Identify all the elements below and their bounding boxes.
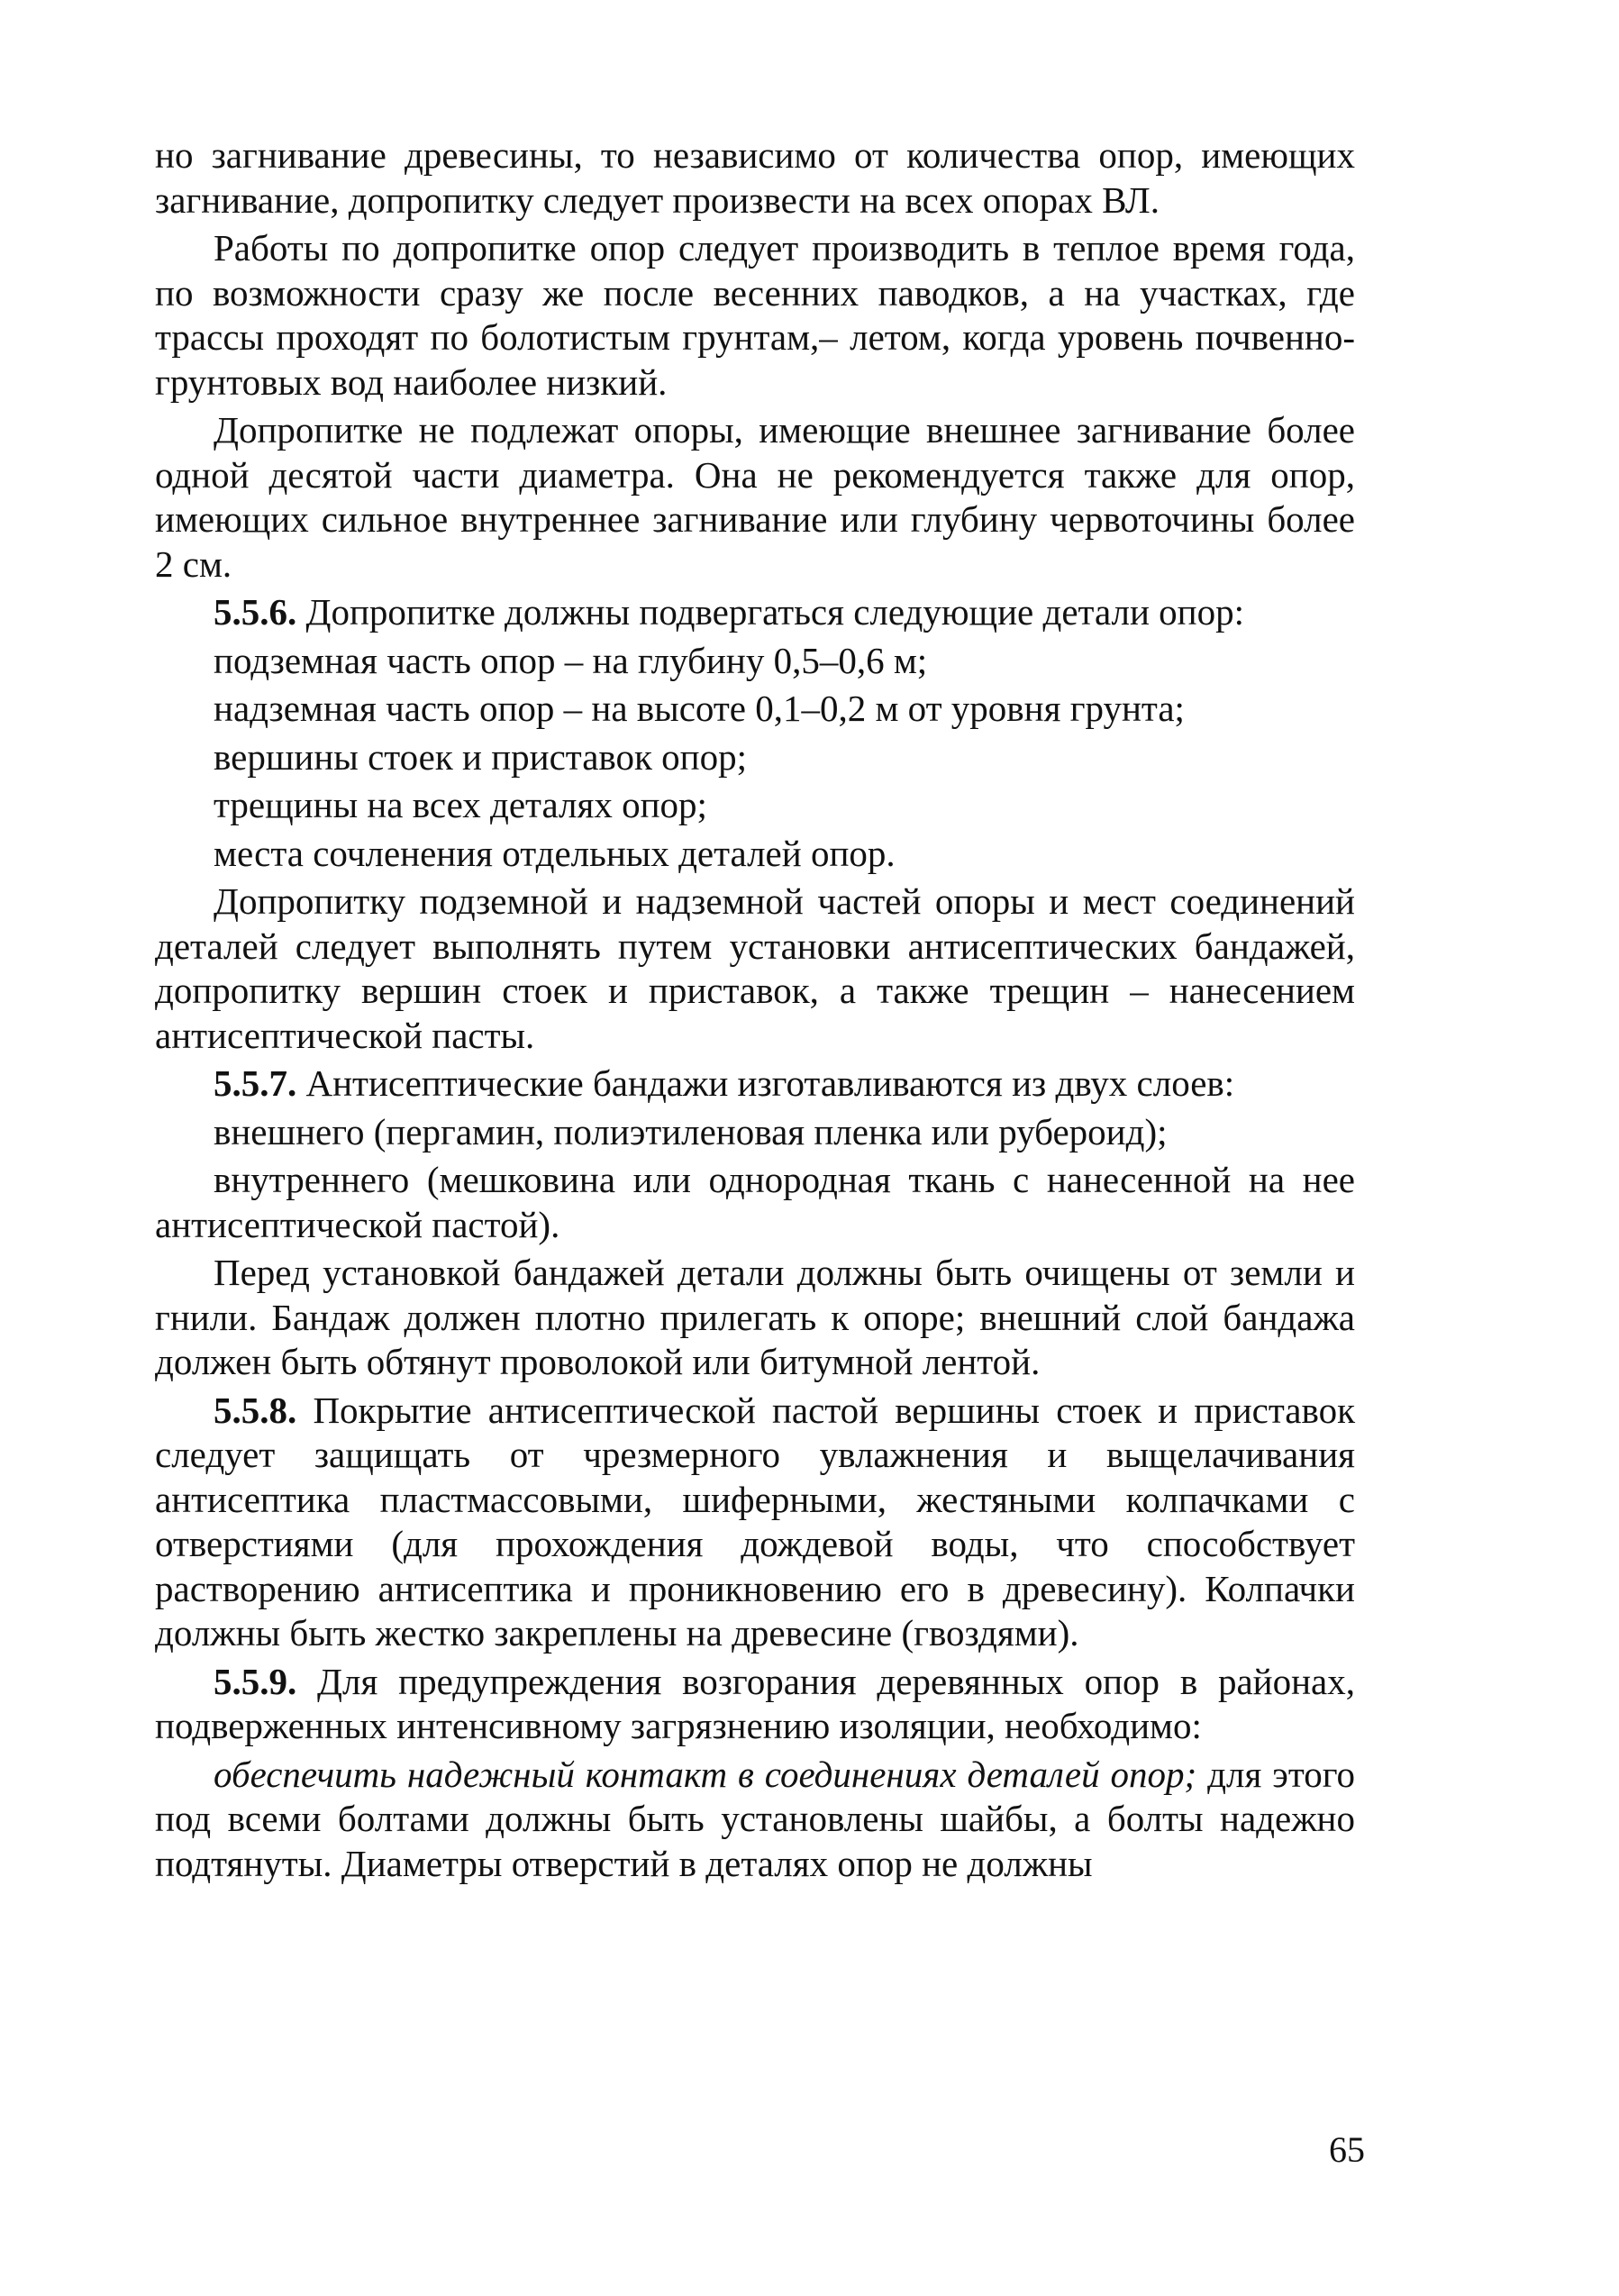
page-number: 65 [1329, 2129, 1365, 2170]
paragraph-bandages-method [155, 879, 1355, 1058]
list-item-text: места сочленения отдельных деталей опор. [214, 832, 896, 874]
section-number: 5.5.6. [214, 591, 297, 633]
paragraph-contact-requirement [155, 1753, 1355, 1887]
list-item-text: надземная часть опор – на высоте 0,1–0,2 м от уровня грунта; [214, 688, 1185, 729]
list-item-text: трещины на всех деталях опор; [214, 784, 707, 825]
paragraph-text: для этого под всеми болтами должны быть установлены шайбы, а болты надежно подтянуты. Диаметры отверстий в деталях опор не должны [155, 1753, 1356, 1884]
section-5-5-8 [155, 1389, 1355, 1656]
section-5-5-9 [155, 1660, 1355, 1749]
paragraph-text: Покрытие антисептической пастой вершины стоек и приставок следует защищать от чрезмерного увлажнения и выщелачивания антисептика пластмассовыми, шиферными, жестяными колпачками с отверстиями (для прохождения дождевой воды, что способствует растворению антисептика и проникновению его в древесину). Колпачки должны быть жестко закреплены на древесине (гвоздями). [155, 1389, 1355, 1654]
list-item-cracks [155, 783, 1355, 828]
paragraph-text: Работы по допропитке опор следует производить в теплое время года, по возможности сразу же после весенних паводков, а на участках, где трассы проходят по болотистым грунтам,– летом, когда уровень почвенно-грунтовых вод наиболее низкий. [155, 227, 1355, 403]
section-number: 5.5.8. [214, 1389, 297, 1431]
list-item-text: подземная часть опор – на глубину 0,5–0,6 м; [214, 639, 928, 681]
list-item-text: внешнего (пергамин, полиэтиленовая пленка или рубероид); [214, 1110, 1168, 1153]
list-item-outer-layer [155, 1110, 1355, 1155]
section-number: 5.5.9. [214, 1660, 297, 1702]
paragraph-text: но загнивание древесины, то независимо от количества опор, имеющих загнивание, допропитку следует произвести на всех опорах ВЛ. [155, 134, 1355, 221]
list-item-text: вершины стоек и приставок опор; [214, 735, 747, 778]
paragraph-text: Допропитке не подлежат опоры, имеющие внешнее загнивание более одной десятой части диаметра. Она не рекомендуется также для опор, имеющих сильное внутреннее загнивание или глубину червоточины более 2 см. [155, 409, 1355, 585]
section-5-5-6 [155, 590, 1355, 635]
paragraph-text: Перед установкой бандажей детали должны быть очищены от земли и гнили. Бандаж должен плотно прилегать к опоре; внешний слой бандажа должен быть обтянут проволокой или битумной лентой. [155, 1252, 1355, 1382]
list-item-inner-layer [155, 1158, 1355, 1247]
paragraph-bandage-installation [155, 1251, 1355, 1385]
list-item-aboveground-part [155, 687, 1355, 732]
list-item-tops [155, 735, 1355, 780]
list-item-underground-part [155, 639, 1355, 684]
italic-emphasis: обеспечить надежный контакт в соединениях деталей опор; [214, 1753, 1197, 1795]
section-5-5-7 [155, 1061, 1355, 1107]
list-item-text: внутреннего (мешковина или однородная ткань с нанесенной на нее антисептической пастой). [155, 1159, 1355, 1245]
paragraph-text: Допропитке должны подвергаться следующие детали опор: [305, 591, 1244, 633]
paragraph-text: Допропитку подземной и надземной частей опоры и мест соединений деталей следует выполнять путем установки антисептических бандажей, допропитку вершин стоек и приставок, а также трещин – нанесением антисептической пасты. [155, 880, 1355, 1056]
list-item-joints [155, 832, 1355, 877]
page-body [155, 133, 1355, 1890]
paragraph-3 [155, 408, 1355, 587]
section-number: 5.5.7. [214, 1062, 297, 1104]
paragraph-1 [155, 133, 1355, 223]
paragraph-text: Для предупреждения возгорания деревянных опор в районах, подверженных интенсивному загрязнению изоляции, необходимо: [155, 1660, 1355, 1746]
paragraph-text: Антисептические бандажи изготавливаются из двух слоев: [305, 1062, 1235, 1104]
paragraph-2 [155, 226, 1355, 405]
